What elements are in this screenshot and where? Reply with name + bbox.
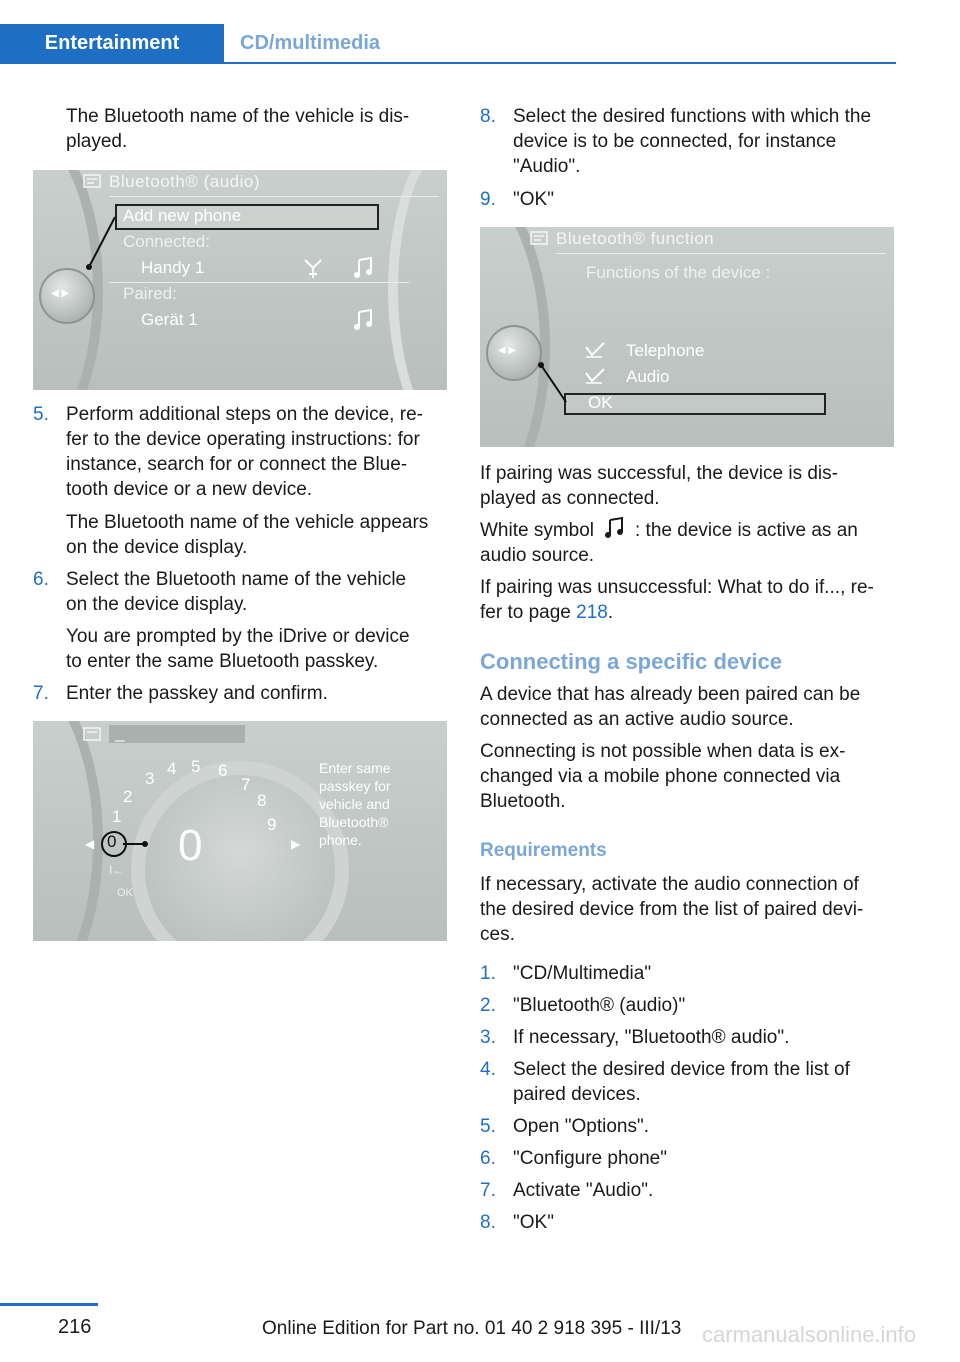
list-number: 6. bbox=[480, 1148, 496, 1169]
paragraph-line: A device that has already been paired can be bbox=[480, 684, 861, 705]
list-item: Select the desired device from the list of bbox=[513, 1059, 850, 1080]
digit-2[interactable]: 2 bbox=[123, 787, 133, 806]
list-number: 3. bbox=[480, 1027, 496, 1048]
paragraph-line: Connecting is not possible when data is ex- bbox=[480, 741, 846, 762]
arrow-left-icon: ◀ bbox=[85, 837, 95, 851]
list-number: 2. bbox=[480, 995, 496, 1016]
list-item: "Bluetooth® (audio)" bbox=[513, 995, 686, 1016]
section-heading: Connecting a specific device bbox=[480, 649, 782, 674]
menu-device-geraet-1[interactable]: Gerät 1 bbox=[141, 310, 198, 329]
paragraph-line: : the device is active as an bbox=[635, 520, 858, 541]
checkbox-checked-icon[interactable] bbox=[584, 367, 606, 385]
step-number: 5. bbox=[33, 404, 49, 425]
edition-text: Online Edition for Part no. 01 40 2 918 395 - III/13 bbox=[262, 1318, 682, 1339]
hint-line-3: vehicle and bbox=[319, 796, 390, 812]
screen-bezel-arc bbox=[33, 721, 103, 941]
step6-sub-2: to enter the same Bluetooth passkey. bbox=[66, 651, 379, 672]
digit-6[interactable]: 6 bbox=[218, 761, 228, 780]
title-divider bbox=[109, 196, 439, 197]
paragraph-line: played as connected. bbox=[480, 488, 660, 509]
bluetooth-settings-icon bbox=[81, 172, 103, 192]
knob-arrows-icon: ◀ ▶ bbox=[498, 345, 517, 356]
bluetooth-function-screen bbox=[480, 227, 894, 447]
paragraph-line: connected as an active audio source. bbox=[480, 709, 794, 730]
step6-line-2: on the device display. bbox=[66, 594, 248, 615]
hint-line-5: phone. bbox=[319, 832, 362, 848]
step6-line-1: Select the Bluetooth name of the vehicle bbox=[66, 569, 407, 590]
phone-connected-icon bbox=[301, 256, 325, 280]
digit-8[interactable]: 8 bbox=[257, 791, 267, 810]
functions-subtitle: Functions of the device : bbox=[586, 263, 771, 282]
paragraph-line: If necessary, activate the audio connection of bbox=[480, 874, 859, 895]
paragraph-line: If pairing was successful, the device is dis- bbox=[480, 463, 838, 484]
step8-line-3: "Audio". bbox=[513, 156, 581, 177]
paragraph-line: If pairing was unsuccessful: What to do if..., re- bbox=[480, 577, 874, 598]
speller-selected-digit: 0 bbox=[178, 821, 203, 870]
subsection-heading: Requirements bbox=[480, 840, 607, 861]
step-number: 9. bbox=[480, 189, 496, 210]
step-number: 8. bbox=[480, 106, 496, 127]
pointer-line bbox=[83, 215, 123, 275]
section-divider bbox=[109, 282, 409, 283]
step8-line-1: Select the desired functions with which the bbox=[513, 106, 872, 127]
digit-3[interactable]: 3 bbox=[145, 769, 155, 788]
list-number: 4. bbox=[480, 1059, 496, 1080]
white-symbol-label: White symbol bbox=[480, 520, 595, 541]
audio-note-icon bbox=[353, 308, 375, 332]
step5-sub-2: on the device display. bbox=[66, 537, 248, 558]
paired-label: Paired: bbox=[123, 284, 177, 303]
pointer-line bbox=[123, 839, 149, 849]
connected-label: Connected: bbox=[123, 232, 210, 251]
list-number: 8. bbox=[480, 1212, 496, 1233]
step5-sub-1: The Bluetooth name of the vehicle appears bbox=[66, 512, 429, 533]
option-telephone[interactable]: Telephone bbox=[626, 341, 705, 360]
list-item: Open "Options". bbox=[513, 1116, 650, 1137]
section-tab-cd-multimedia[interactable]: CD/multimedia bbox=[240, 31, 381, 54]
paragraph-line: ces. bbox=[480, 924, 515, 945]
hint-line-4: Bluetooth® bbox=[319, 814, 389, 830]
arrow-right-icon: ▶ bbox=[291, 837, 301, 851]
title-divider bbox=[556, 253, 886, 254]
paragraph-line: audio source. bbox=[480, 545, 595, 566]
passkey-input[interactable] bbox=[109, 725, 245, 743]
watermark: carmanualsonline.info bbox=[702, 1322, 917, 1347]
backspace-icon[interactable]: I← bbox=[109, 863, 125, 877]
digit-9[interactable]: 9 bbox=[267, 815, 277, 834]
page-ref-text: fer to page bbox=[480, 602, 571, 623]
step5-line-1: Perform additional steps on the device, re- bbox=[66, 404, 423, 425]
step9-line-1: "OK" bbox=[513, 189, 554, 210]
intro-line-1: The Bluetooth name of the vehicle is dis- bbox=[66, 106, 410, 127]
paragraph-line: changed via a mobile phone connected via bbox=[480, 766, 841, 787]
ok-key[interactable]: OK bbox=[117, 887, 133, 899]
screen-title: Bluetooth® (audio) bbox=[109, 172, 261, 191]
hint-line-2: passkey for bbox=[319, 778, 391, 794]
knob-arrows-icon: ◀ ▶ bbox=[51, 288, 70, 299]
list-item: Activate "Audio". bbox=[513, 1180, 654, 1201]
digit-0[interactable]: 0 bbox=[107, 832, 117, 851]
passkey-cursor: _ bbox=[115, 723, 125, 742]
paragraph-line: Bluetooth. bbox=[480, 791, 566, 812]
page-link-218[interactable]: 218 bbox=[576, 602, 608, 623]
screen-title: Bluetooth® function bbox=[556, 229, 715, 248]
option-audio[interactable]: Audio bbox=[626, 367, 670, 386]
page-header bbox=[0, 0, 896, 64]
screen-bezel-arc-right bbox=[388, 170, 447, 390]
list-item: If necessary, "Bluetooth® audio". bbox=[513, 1027, 790, 1048]
checkbox-checked-icon[interactable] bbox=[584, 341, 606, 359]
audio-note-icon bbox=[353, 256, 375, 280]
pointer-line bbox=[536, 357, 576, 407]
hint-line-1: Enter same bbox=[319, 760, 391, 776]
step7-line-1: Enter the passkey and confirm. bbox=[66, 683, 328, 704]
paragraph-line: the desired device from the list of paired devi- bbox=[480, 899, 864, 920]
list-item: paired devices. bbox=[513, 1084, 641, 1105]
page-number: 216 bbox=[58, 1316, 92, 1338]
digit-7[interactable]: 7 bbox=[241, 775, 251, 794]
bluetooth-settings-icon bbox=[528, 229, 550, 249]
audio-note-icon bbox=[604, 516, 626, 540]
settings-icon bbox=[81, 725, 103, 745]
footer-rule bbox=[0, 1303, 98, 1306]
step-number: 6. bbox=[33, 569, 49, 590]
paragraph-line bbox=[480, 600, 613, 625]
list-number: 5. bbox=[480, 1116, 496, 1137]
list-item: "CD/Multimedia" bbox=[513, 963, 652, 984]
intro-line-2: played. bbox=[66, 131, 128, 152]
digit-5[interactable]: 5 bbox=[191, 757, 201, 776]
menu-device-handy-1[interactable]: Handy 1 bbox=[141, 258, 205, 277]
step5-line-2: fer to the device operating instructions: for bbox=[66, 429, 420, 450]
digit-1[interactable]: 1 bbox=[112, 807, 122, 826]
list-item: "OK" bbox=[513, 1212, 554, 1233]
step-number: 7. bbox=[33, 683, 49, 704]
section-tab-entertainment[interactable]: Entertainment bbox=[0, 24, 224, 62]
step5-line-3: instance, search for or connect the Blue- bbox=[66, 454, 408, 475]
list-number: 1. bbox=[480, 963, 496, 984]
digit-4[interactable]: 4 bbox=[167, 759, 177, 778]
step6-sub-1: You are prompted by the iDrive or device bbox=[66, 626, 410, 647]
bluetooth-audio-screen bbox=[33, 170, 447, 390]
period: . bbox=[607, 602, 614, 623]
step8-line-2: device is to be connected, for instance bbox=[513, 131, 837, 152]
list-item: "Configure phone" bbox=[513, 1148, 667, 1169]
ok-button[interactable]: OK bbox=[588, 393, 613, 412]
step5-line-4: tooth device or a new device. bbox=[66, 479, 313, 500]
menu-add-new-phone[interactable]: Add new phone bbox=[123, 206, 242, 225]
passkey-entry-screen bbox=[33, 721, 447, 941]
list-number: 7. bbox=[480, 1180, 496, 1201]
